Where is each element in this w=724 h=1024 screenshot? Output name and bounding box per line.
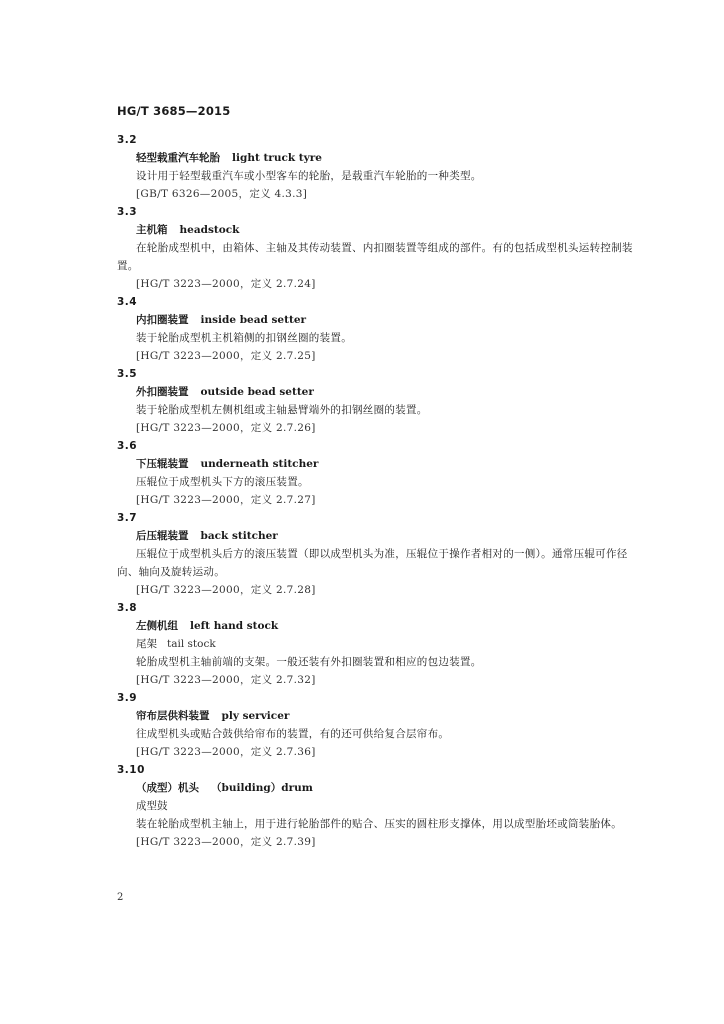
term-heading: [136, 617, 637, 635]
term-heading: [136, 149, 637, 167]
term-entry: [117, 689, 637, 761]
term-entries: [117, 131, 637, 851]
synonym-english: tail stock: [167, 638, 216, 650]
term-chinese: 内扣圈装置: [136, 314, 189, 326]
term-synonym: [136, 635, 637, 653]
term-heading: [136, 527, 637, 545]
term-source: [GB/T 6326—2005，定义 4.3.3]: [136, 188, 308, 200]
term-source: [HG/T 3223—2000，定义 2.7.28]: [136, 584, 316, 596]
term-definition: 装于轮胎成型机左侧机组或主轴悬臂端外的扣钢丝圈的装置。: [136, 404, 428, 416]
term-english: inside bead setter: [200, 314, 307, 326]
term-heading: [136, 707, 637, 725]
term-heading: [136, 221, 637, 239]
term-source: [HG/T 3223—2000，定义 2.7.26]: [136, 422, 316, 434]
term-heading: [136, 455, 637, 473]
term-heading: [136, 383, 637, 401]
clause-number: 3.2: [117, 134, 138, 146]
term-english: light truck tyre: [232, 152, 322, 164]
clause-number: 3.8: [117, 602, 138, 614]
term-source: [HG/T 3223—2000，定义 2.7.36]: [136, 746, 316, 758]
term-english: headstock: [179, 224, 240, 236]
term-source: [HG/T 3223—2000，定义 2.7.39]: [136, 836, 316, 848]
term-english: outside bead setter: [200, 386, 314, 398]
term-definition: 装于轮胎成型机主机箱侧的扣钢丝圈的装置。: [136, 332, 352, 344]
clause-number: 3.10: [117, 764, 145, 776]
standard-code-header: HG/T 3685—2015: [117, 104, 231, 118]
clause-number: 3.5: [117, 368, 138, 380]
synonym-chinese: 成型鼓: [136, 800, 168, 812]
term-chinese: 下压辊装置: [136, 458, 189, 470]
term-source: [HG/T 3223—2000，定义 2.7.27]: [136, 494, 316, 506]
clause-number: 3.3: [117, 206, 138, 218]
term-chinese: 后压辊装置: [136, 530, 189, 542]
term-entry: [117, 509, 637, 599]
term-chinese: 帘布层供料装置: [136, 710, 210, 722]
term-heading: [136, 311, 637, 329]
term-english: back stitcher: [200, 530, 278, 542]
term-definition: 在轮胎成型机中，由箱体、主轴及其传动装置、内扣圈装置等组成的部件。有的包括成型机头运转控制装置。: [117, 242, 633, 272]
term-definition: 往成型机头或贴合鼓供给帘布的装置，有的还可供给复合层帘布。: [136, 728, 450, 740]
term-source: [HG/T 3223—2000，定义 2.7.24]: [136, 278, 316, 290]
term-definition: 压辊位于成型机头下方的滚压装置。: [136, 476, 309, 488]
term-heading: [136, 779, 637, 797]
term-english: underneath stitcher: [200, 458, 319, 470]
term-chinese: 左侧机组: [136, 620, 178, 632]
clause-number: 3.9: [117, 692, 138, 704]
clause-number: 3.4: [117, 296, 138, 308]
term-definition: 设计用于轻型载重汽车或小型客车的轮胎，是载重汽车轮胎的一种类型。: [136, 170, 482, 182]
term-definition: 轮胎成型机主轴前端的支架。一般还装有外扣圈装置和相应的包边装置。: [136, 656, 482, 668]
term-chinese: 主机箱: [136, 224, 168, 236]
term-english: ply servicer: [221, 710, 290, 722]
term-source: [HG/T 3223—2000，定义 2.7.32]: [136, 674, 316, 686]
page-number: 2: [117, 892, 124, 903]
term-definition: 压辊位于成型机头后方的滚压装置（即以成型机头为准，压辊位于操作者相对的一侧）。通常压辊可作径向、轴向及旋转运动。: [117, 548, 628, 578]
term-english: left hand stock: [190, 620, 279, 632]
term-entry: [117, 131, 637, 203]
term-chinese: 轻型载重汽车轮胎: [136, 152, 220, 164]
term-source: [HG/T 3223—2000，定义 2.7.25]: [136, 350, 316, 362]
clause-number: 3.7: [117, 512, 138, 524]
synonym-chinese: 尾架: [136, 638, 157, 650]
term-chinese: （成型）机头: [136, 782, 199, 794]
term-synonym: [136, 797, 637, 815]
term-definition: 装在轮胎成型机主轴上，用于进行轮胎部件的贴合、压实的圆柱形支撑体，用以成型胎坯或筒装胎体。: [136, 818, 622, 830]
clause-number: 3.6: [117, 440, 138, 452]
term-entry: [117, 203, 637, 293]
term-chinese: 外扣圈装置: [136, 386, 189, 398]
term-entry: [117, 365, 637, 437]
term-english: （building）drum: [211, 782, 313, 794]
term-entry: [117, 599, 637, 689]
term-entry: [117, 437, 637, 509]
term-entry: [117, 761, 637, 851]
term-entry: [117, 293, 637, 365]
